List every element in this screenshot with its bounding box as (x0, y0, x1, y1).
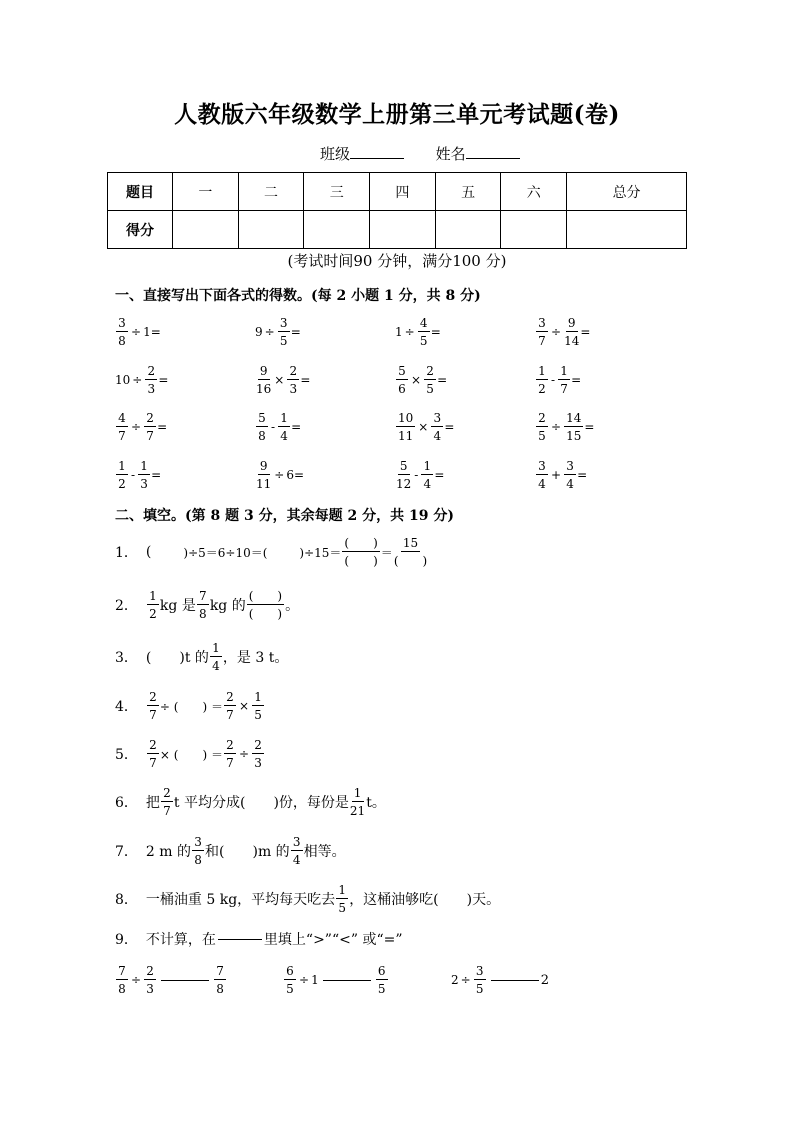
class-label: 班级 (320, 145, 351, 163)
calc-item: $\frac{3}{4}$ + $\frac{3}{4}$ = (535, 455, 587, 495)
name-blank[interactable] (466, 144, 520, 159)
calc-item: $\frac{2}{5}$ ÷ $\frac{14}{15}$ = (535, 407, 594, 447)
fraction: $\frac{2}{7}$ (161, 787, 173, 817)
calc-item: 9 ÷ $\frac{3}{5}$ = (255, 316, 301, 348)
compare-item: $\frac{7}{8}$ ÷ $\frac{2}{3}$ $\frac{7}{8}$ (115, 960, 227, 1000)
fraction: $\frac{( )}{( )}$ (248, 589, 283, 621)
fraction: $\frac{7}{8}$ (214, 965, 226, 995)
score-header-cell: 总分 (567, 173, 687, 211)
fraction: $\frac{1}{5}$ (336, 884, 348, 914)
fraction: $\frac{3}{5}$ (474, 965, 486, 995)
exam-note: (考试时间90 分钟，满分100 分) (287, 252, 507, 270)
fraction: $\frac{1}{5}$ (252, 691, 264, 721)
calc-item: $\frac{5}{6}$ × $\frac{2}{5}$ = (395, 360, 447, 400)
fraction: $\frac{2}{3}$ (145, 365, 157, 395)
fraction: $\frac{15}{( )}$ (393, 536, 428, 568)
page-title: 人教版六年级数学上册第三单元考试题(卷) (174, 101, 620, 128)
score-table (107, 172, 687, 249)
fraction: $\frac{3}{5}$ (278, 317, 290, 347)
fraction: $\frac{1}{7}$ (558, 365, 570, 395)
calc-item: $\frac{3}{8}$ ÷ 1= (115, 312, 161, 352)
score-header-cell: 三 (304, 173, 370, 211)
score-cell[interactable] (435, 211, 501, 249)
fraction: $\frac{5}{8}$ (256, 412, 268, 442)
fraction: $\frac{2}{3}$ (287, 365, 299, 395)
score-header-cell: 二 (238, 173, 304, 211)
question-6: 6． 把 $\frac{2}{7}$ t 平均分成( )份，每份是 $\frac{1}{21}$ t。 (115, 786, 386, 818)
fraction: $\frac{7}{8}$ (116, 965, 128, 995)
compare-item: 2 ÷ $\frac{3}{5}$ 2 (451, 964, 549, 996)
score-table-header-row (108, 173, 687, 211)
question-8: 8． 一桶油重 5 kg，平均每天吃去 $\frac{1}{5}$ ，这桶油够吃( )天。 (115, 883, 501, 915)
score-cell[interactable] (567, 211, 687, 249)
fraction: $\frac{7}{8}$ (197, 590, 209, 620)
answer-blank (218, 939, 262, 940)
fraction: $\frac{4}{5}$ (418, 317, 430, 347)
calc-item: 10 ÷ $\frac{2}{3}$ = (115, 364, 169, 396)
fraction: $\frac{1}{4}$ (278, 412, 290, 442)
calc-item: $\frac{1}{2}$ - $\frac{1}{7}$ = (535, 360, 581, 400)
fraction: $\frac{( )}{( )}$ (344, 536, 378, 568)
class-blank[interactable] (350, 144, 404, 159)
compare-item: $\frac{6}{5}$ ÷ 1 $\frac{6}{5}$ (283, 960, 389, 1000)
fraction: $\frac{1}{2}$ (116, 460, 128, 490)
fraction: $\frac{5}{6}$ (396, 365, 408, 395)
fraction: $\frac{2}{3}$ (252, 739, 264, 769)
section2-heading: 二、填空。(第 8 题 3 分，其余每题 2 分，共 19 分) (115, 508, 454, 524)
fraction: $\frac{1}{4}$ (210, 642, 222, 672)
fraction: $\frac{2}{3}$ (144, 965, 156, 995)
fraction: $\frac{1}{2}$ (147, 590, 159, 620)
question-3: 3． ( )t 的 $\frac{1}{4}$ ，是 3 t。 (115, 641, 289, 673)
question-7: 7． 2 m 的 $\frac{3}{8}$ 和( )m 的 $\frac{3}{4}$ 相等。 (115, 835, 346, 867)
fraction: $\frac{1}{21}$ (349, 786, 366, 818)
score-table-score-row (108, 211, 687, 249)
fraction: $\frac{2}{7}$ (147, 691, 159, 721)
calc-item: $\frac{3}{7}$ ÷ $\frac{9}{14}$ = (535, 312, 590, 352)
score-header-cell: 四 (370, 173, 436, 211)
fraction: $\frac{6}{5}$ (284, 965, 296, 995)
score-header-cell: 一 (173, 173, 239, 211)
fraction: $\frac{3}{7}$ (536, 317, 548, 347)
score-header-cell: 题目 (108, 173, 173, 211)
fraction: $\frac{2}{5}$ (424, 365, 436, 395)
question-9: 9． 不计算，在 里填上“>”“<” 或“=” (115, 932, 403, 948)
calc-item: $\frac{4}{7}$ ÷ $\frac{2}{7}$ = (115, 407, 167, 447)
fraction: $\frac{5}{12}$ (396, 459, 412, 491)
fraction: $\frac{9}{11}$ (256, 459, 272, 491)
fraction: $\frac{2}{7}$ (144, 412, 156, 442)
fraction: $\frac{4}{7}$ (116, 412, 128, 442)
score-header-cell: 五 (435, 173, 501, 211)
calc-item: $\frac{5}{8}$ - $\frac{1}{4}$ = (255, 407, 301, 447)
fraction: $\frac{9}{16}$ (256, 364, 272, 396)
fraction: $\frac{14}{15}$ (566, 411, 582, 443)
question-4: 4． $\frac{2}{7}$ ÷ ( ) ＝ $\frac{2}{7}$ × $\frac{1}{5}$ (115, 686, 265, 726)
question-5: 5． $\frac{2}{7}$ × ( ) ＝ $\frac{2}{7}$ ÷ $\frac{2}{3}$ (115, 734, 265, 774)
fraction: $\frac{3}{8}$ (116, 317, 128, 347)
fraction: $\frac{2}{7}$ (224, 739, 236, 769)
compare-blank[interactable] (161, 980, 209, 981)
score-header-cell: 六 (501, 173, 567, 211)
score-cell[interactable] (370, 211, 436, 249)
compare-blank[interactable] (323, 980, 371, 981)
compare-blank[interactable] (491, 980, 539, 981)
fraction: $\frac{3}{4}$ (564, 460, 576, 490)
score-cell[interactable] (501, 211, 567, 249)
calc-item: 1 ÷ $\frac{4}{5}$ = (395, 316, 441, 348)
fraction: $\frac{10}{11}$ (398, 411, 414, 443)
fraction: $\frac{6}{5}$ (376, 965, 388, 995)
calc-item: $\frac{1}{2}$ - $\frac{1}{3}$ = (115, 455, 161, 495)
fraction: $\frac{2}{7}$ (224, 691, 236, 721)
fraction: $\frac{2}{5}$ (536, 412, 548, 442)
fraction: $\frac{3}{8}$ (192, 836, 204, 866)
fraction: $\frac{3}{4}$ (291, 836, 303, 866)
calc-item: $\frac{9}{16}$ × $\frac{2}{3}$ = (256, 364, 311, 396)
score-row-label: 得分 (108, 211, 173, 249)
fraction: $\frac{1}{2}$ (536, 365, 548, 395)
score-cell[interactable] (304, 211, 370, 249)
class-name-line (320, 143, 520, 164)
calc-item: $\frac{9}{11}$ ÷ 6= (256, 459, 305, 491)
fraction: $\frac{3}{4}$ (431, 412, 443, 442)
calc-item: $\frac{10}{11}$ × $\frac{3}{4}$ = (398, 411, 455, 443)
score-cell[interactable] (238, 211, 304, 249)
fraction: $\frac{1}{3}$ (138, 460, 150, 490)
score-cell[interactable] (173, 211, 239, 249)
question-2: 2． $\frac{1}{2}$ kg 是 $\frac{7}{8}$ kg 的 $\frac{( )}{( )}$ 。 (115, 589, 300, 621)
fraction: $\frac{3}{4}$ (536, 460, 548, 490)
section1-heading: 一、直接写出下面各式的得数。(每 2 小题 1 分，共 8 分) (115, 288, 481, 304)
fraction: $\frac{1}{4}$ (421, 460, 433, 490)
name-label: 姓名 (435, 145, 466, 163)
fraction: $\frac{2}{7}$ (147, 739, 159, 769)
calc-item: $\frac{5}{12}$ - $\frac{1}{4}$ = (396, 459, 445, 491)
question-1: 1． ( )÷5＝6÷10＝( )÷15＝ $\frac{( )}{( )}$ ＝ $\frac{15}{( )}$ (115, 536, 428, 568)
fraction: $\frac{9}{14}$ (564, 316, 580, 348)
